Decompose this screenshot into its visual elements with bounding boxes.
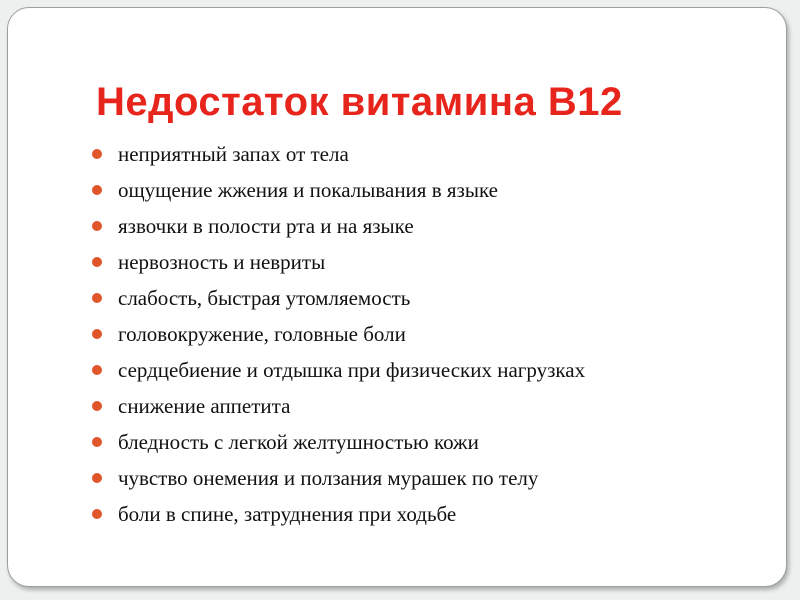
list-item (92, 280, 585, 316)
bullet-icon (92, 365, 102, 375)
bullet-icon (92, 149, 102, 159)
list-item-text: боли в спине, затруднения при ходьбе (118, 501, 457, 526)
bullet-icon (92, 329, 102, 339)
list-item (92, 208, 585, 244)
list-item (92, 352, 585, 388)
list-item (92, 460, 585, 496)
bullet-icon (92, 185, 102, 195)
list-item-text: ощущение жжения и покалывания в языке (118, 177, 498, 202)
list-item-text: нервозность и невриты (118, 249, 326, 274)
bullet-icon (92, 293, 102, 303)
list-item (92, 388, 585, 424)
list-item (92, 424, 585, 460)
slide-title: Недостаток витамина B12 (96, 80, 623, 124)
list-item-text: снижение аппетита (118, 393, 291, 418)
bullet-icon (92, 437, 102, 447)
list-item (92, 244, 585, 280)
list-item-text: неприятный запах от тела (118, 141, 349, 166)
list-item-text: чувство онемения и ползания мурашек по телу (118, 465, 539, 490)
list-item-text: язвочки в полости рта и на языке (118, 213, 414, 238)
bullet-icon (92, 257, 102, 267)
list-item-text: головокружение, головные боли (118, 321, 406, 346)
bullet-icon (92, 473, 102, 483)
list-item (92, 496, 585, 532)
bullet-list (92, 136, 585, 532)
slide-frame (7, 7, 787, 587)
list-item-text: бледность с легкой желтушностью кожи (118, 429, 479, 454)
bullet-icon (92, 509, 102, 519)
bullet-icon (92, 221, 102, 231)
bullet-icon (92, 401, 102, 411)
list-item-text: слабость, быстрая утомляемость (118, 285, 411, 310)
list-item (92, 316, 585, 352)
list-item (92, 136, 585, 172)
list-item (92, 172, 585, 208)
list-item-text: сердцебиение и отдышка при физических нагрузках (118, 357, 586, 382)
